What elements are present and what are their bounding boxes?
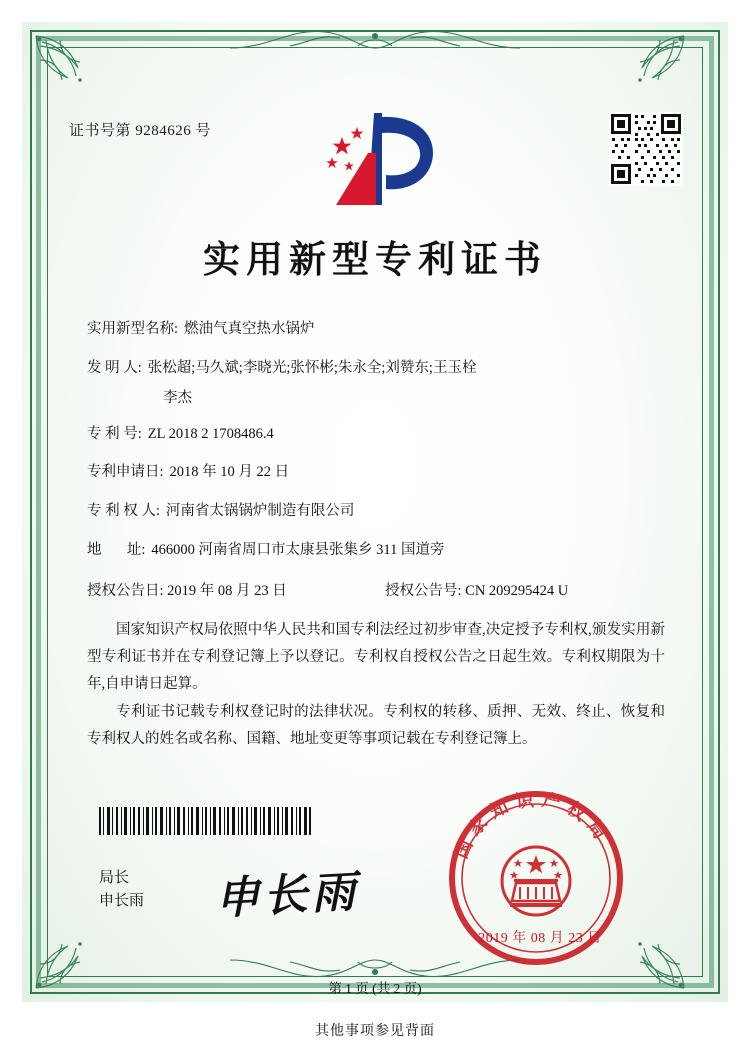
field-grant-row	[87, 579, 667, 600]
field-inventor-line2: 李杰	[163, 389, 192, 406]
field-label: 发 明 人:	[87, 359, 142, 376]
field-label: 授权公告日:	[87, 582, 164, 599]
field-label: 专 利 号:	[87, 425, 142, 442]
field-label: 实用新型名称:	[87, 321, 179, 337]
svg-text:国家知识产权局: 国家知识产权局	[450, 789, 615, 862]
field-value: 燃油气真空热水锅炉	[184, 321, 315, 337]
legal-paragraph-2: 专利证书记载专利权登记时的法律状况。专利权的转移、质押、无效、终止、恢复和专利权人的姓名或名称、国籍、地址变更等事项记载在专利登记簿上。	[87, 704, 665, 748]
legal-text	[87, 617, 665, 755]
footnote: 其他事项参见背面	[315, 1024, 435, 1039]
page-title: 实用新型专利证书	[203, 240, 547, 281]
field-label: 地 址:	[87, 541, 146, 558]
field-value: ZL 2018 2 1708486.4	[147, 425, 274, 442]
field-label: 专利申请日:	[87, 464, 164, 481]
field-label: 授权公告号:	[385, 582, 462, 599]
field-value: 张松超;马久斌;李晓光;张怀彬;朱永全;刘赞东;王玉栓	[147, 359, 477, 376]
seal-date: 2019 年 08 月 23 日	[478, 931, 602, 946]
field-utility-model-name	[87, 319, 667, 341]
field-list	[87, 319, 667, 614]
field-grant-number	[385, 579, 667, 600]
field-patentee	[87, 501, 667, 523]
field-inventor	[87, 358, 667, 380]
field-value: 河南省太锅锅炉制造有限公司	[165, 503, 355, 519]
director-name-label: 申长雨	[99, 892, 145, 909]
field-address	[87, 540, 667, 562]
certificate-number: 证书号第 9284626 号	[69, 123, 212, 139]
barcode-icon	[99, 807, 311, 835]
field-application-date	[87, 462, 667, 484]
field-value: 466000 河南省周口市太康县张集乡 311 国道旁	[151, 541, 445, 558]
legal-paragraph-1: 国家知识产权局依照中华人民共和国专利法经过初步审查,决定授予专利权,颁发实用新型专利证书并在专利登记簿上予以登记。专利权自授权公告之日起生效。专利权期限为十年,自申请日起算。	[87, 622, 665, 692]
field-label: 专 利 权 人:	[87, 503, 160, 519]
cnipa-emblem-icon	[312, 109, 440, 215]
field-value: 2018 年 10 月 22 日	[169, 464, 290, 481]
field-patent-number	[87, 424, 667, 446]
certificate-content	[47, 47, 703, 996]
handwritten-signature: 申长雨	[213, 866, 361, 925]
field-value: CN 209295424 U	[465, 582, 569, 599]
qr-code-icon	[609, 112, 683, 186]
field-value: 2019 年 08 月 23 日	[167, 582, 287, 599]
director-title-label: 局长	[99, 870, 130, 886]
signature-block	[99, 867, 144, 912]
page-number: 第 1 页 (共 2 页)	[328, 981, 422, 996]
field-grant-date	[87, 579, 385, 600]
